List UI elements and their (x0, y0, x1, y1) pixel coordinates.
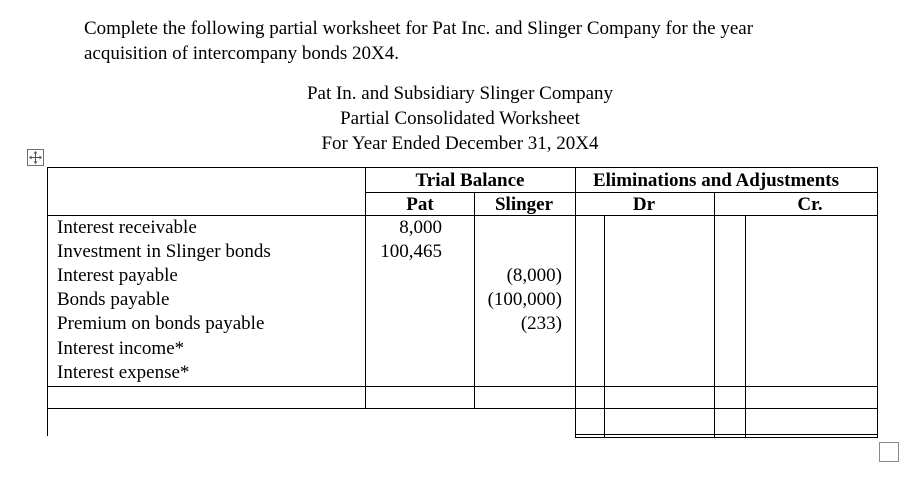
period-title: For Year Ended December 31, 20X4 (321, 133, 599, 154)
dr-column-header: Dr (632, 194, 656, 215)
pat-column-header: Pat (406, 194, 434, 215)
worksheet-title: Partial Consolidated Worksheet (340, 108, 580, 129)
pat-interest-receivable: 8,000 (399, 217, 442, 238)
table-resize-handle[interactable] (879, 442, 899, 462)
row-label-interest-expense: Interest expense* (57, 362, 190, 383)
slinger-premium-on-bonds-payable: (233) (520, 313, 562, 334)
trial-balance-header: Trial Balance (415, 170, 525, 191)
slinger-bonds-payable: (100,000) (487, 289, 562, 310)
slinger-column-header: Slinger (494, 194, 554, 215)
row-label-interest-income: Interest income* (57, 338, 185, 359)
row-label-premium-on-bonds-payable: Premium on bonds payable (57, 313, 265, 334)
row-label-interest-payable: Interest payable (57, 265, 178, 286)
row-label-bonds-payable: Bonds payable (57, 289, 170, 310)
cr-column-header: Cr. (797, 194, 823, 215)
instructions-line-1: Complete the following partial worksheet for Pat Inc. and Slinger Company for the year (84, 18, 754, 39)
slinger-interest-payable: (8,000) (506, 265, 562, 286)
row-label-interest-receivable: Interest receivable (57, 217, 197, 238)
row-label-investment-in-slinger-bonds: Investment in Slinger bonds (57, 241, 271, 262)
company-title: Pat In. and Subsidiary Slinger Company (306, 83, 614, 104)
instructions-line-2: acquisition of intercompany bonds 20X4. (84, 43, 400, 64)
eliminations-header: Eliminations and Adjustments (592, 170, 839, 191)
pat-investment-in-slinger-bonds: 100,465 (380, 241, 442, 262)
